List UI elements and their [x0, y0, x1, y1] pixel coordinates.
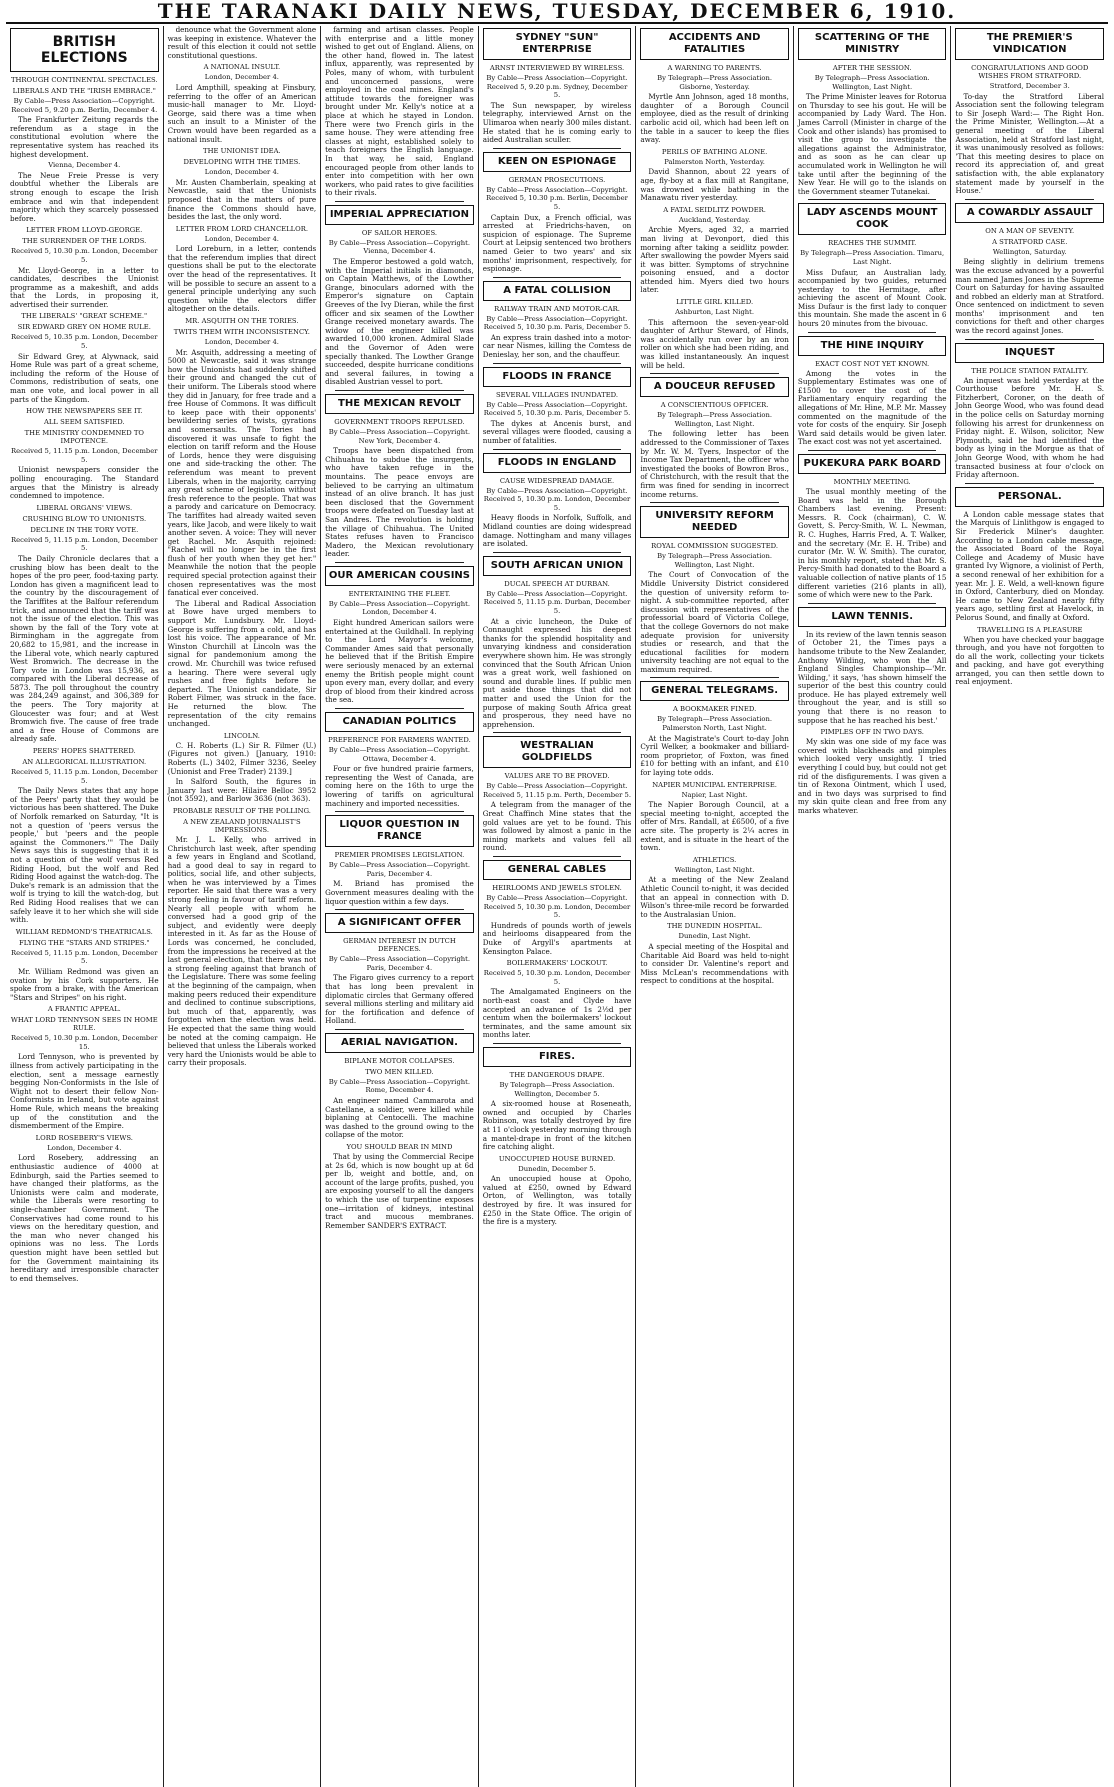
article-subheading: LIBERALS AND THE "IRISH EMBRACE.": [12, 87, 156, 95]
dateline: By Telegraph—Press Association. Wellington, Last Night.: [657, 411, 773, 428]
article-subheading: LIBERAL ORGANS' VIEWS.: [36, 503, 133, 512]
article-subheading: GERMAN INTEREST IN DUTCH DEFENCES.: [343, 937, 456, 954]
article-headline: A SIGNIFICANT OFFER: [325, 913, 474, 933]
article-subheading: THE UNIONIST IDEA.: [203, 147, 281, 156]
article-headline: WESTRALIAN GOLDFIELDS: [483, 736, 632, 768]
divider: [965, 339, 1094, 340]
article-body: Mr. J. L. Kelly, who arrived in Christchurch last week, after spending a few years in England and Scotland, had a good deal to say in regard to politics, social life, and other subjects, when he was interviewed by a Times reporter. He said that there was a very strong feeling in favour of tariff reform. Nearly all people with whom he conversed had a good grip of the subject, and evidently were deeply interested in it. As far as the House of Lords was concerned, he concluded, from the impressions he received at the last general election, that there was not a strong feeling against that branch of the Legislature. There was some feeling at the beginning of the campaign, when making peers reduced their expenditure and declined to continue subscriptions, but much of that, apparently, was forgotten when the election was held. He expected that the same thing would be noted at the coming campaign. He believed that unless the Liberals worked very hard the Unionists would be able to carry their proposals.: [167, 834, 317, 1068]
dateline: By Cable—Press Association—Copyright. Received 5, 10.30 p.m. Paris, December 5.: [483, 400, 631, 418]
article-subheading: ROYAL COMMISSION SUGGESTED.: [651, 542, 779, 551]
dateline: Wellington, Saturday.: [992, 247, 1067, 256]
article-subheading: PROBABLE RESULT OF THE POLLING.: [172, 806, 311, 815]
article-body: C. H. Roberts (L.) Sir R. Filmer (U.) (Figures not given.) [January, 1910: Roberts (L.) 3402, Filmer 3236, Seeley (Unionist and Free Trader) 2139.]: [167, 740, 317, 776]
article-body: Myrtle Ann Johnson, aged 18 months, daughter of a Borough Council employee, died as the result of drinking carbolic acid oil, which had been left on the table in a saucer to keep the flies away.: [640, 92, 789, 145]
article-body: At a civic luncheon, the Duke of Connaught expressed his deepest thanks for the splendid hospitality and unvarying kindness and consideration everywhere shown him. He was strongly convinced that the South African Union was a great work, well fashioned on sound and durable lines. If public men put aside those things that did not matter and used the Union for the purpose of making South Africa great and prosperous, they need have no apprehension.: [482, 616, 632, 729]
article-subheading: SEVERAL VILLAGES INUNDATED.: [495, 390, 619, 399]
article-subheading: EXACT COST NOT YET KNOWN.: [815, 359, 930, 368]
dateline: By Telegraph—Press Association. Gisborne, Yesterday.: [657, 74, 773, 91]
divider: [808, 450, 937, 451]
article-body: Sir Edward Grey, at Alywnack, said Home Rule was part of a great scheme, including the reform of the House of Commons, redistribution of seats, one man one vote, and local power in all parts of the Kingdom.: [10, 351, 159, 404]
dateline: Received 5, 10.30 p.m. London, December 5.: [483, 969, 631, 986]
article-subheading: THE DANGEROUS DRAPE.: [509, 1070, 605, 1079]
dateline: London, December 4.: [47, 1143, 122, 1152]
article-body: A six-roomed house at Roseneath, owned and occupied by Charles Robinson, was totally destroyed by fire at 11 o'clock yesterday morning through a mantel-drape in front of the kitchen fire catching alight.: [482, 1099, 632, 1152]
article-headline: GENERAL CABLES: [483, 860, 632, 880]
article-headline: SOUTH AFRICAN UNION: [483, 556, 632, 576]
article-subheading: AN ALLEGORICAL ILLUSTRATION.: [22, 758, 147, 767]
article-subheading: PEERS' HOPES SHATTERED.: [32, 747, 136, 756]
article-headline: A DOUCEUR REFUSED: [640, 377, 789, 397]
article-body: Four or five hundred prairie farmers, representing the West of Canada, are coming here on the 16th to urge the lowering of tariffs on agricultural machinery and imported necessities.: [325, 764, 474, 808]
column-6: [793, 26, 951, 1787]
article-body: My skin was one side of my face was covered with blackheads and pimples which looked very unsightly. I tried everything I could buy, but could not get rid of the disfigurements. I was given a tin of Rexona Ointment, which I used, and in two days was surprised to find my skin quite clean and free from any marks whatever.: [797, 737, 947, 815]
article-body: The Sun newspaper, by wireless telegraphy, interviewed Arnst on the Ulimaroa when nearly 300 miles distant. He stated that he is coming early to aided Australian sculler.: [482, 100, 632, 145]
article-body: The Daily Chronicle declares that a crushing blow has been dealt to the hopes of the pro peer, food-taxing party. London has given a magnificent lead to the country by the discouragement of the Tariffites at the Balfour referendum trick, and announced that the tariff was not the issue of the election. This was shown by the fall of the Tory vote at Birmingham in the aggregate from 20,682 to 15,981, and the increase in the Liberal vote, which nearly captured West Bromwich. The decrease in the Tory vote in London was 15,936, as compared with the Liberal decrease of 5873. The poll throughout the country was 284,249 against, and 306,389 for the peers. The Tory majority at Gloucester was four; and at West Bromwich five. The cause of free trade and a free House of Commons are already safe.: [10, 553, 159, 744]
article-body: The Frankfurter Zeitung regards the referendum as a stage in the constitutional evolution where the representative system has reached its highest development.: [10, 115, 159, 159]
masthead: [6, 0, 1108, 24]
divider: [493, 732, 622, 733]
column-headline: BRITISH ELECTIONS: [10, 28, 159, 72]
dateline: By Cable—Press Association—Copyright. Received 5, 10.30 p.m. Berlin, December 5.: [486, 185, 628, 211]
divider: [335, 562, 464, 563]
dateline: By Telegraph—Press Association. Palmerston North, Last Night.: [657, 715, 773, 733]
article-subheading: TWO MEN KILLED.: [365, 1067, 434, 1076]
article-body: A London cable message states that the Marquis of Linlithgow is engaged to Sir Frederick Milner's daughter. According to a London cable message, the Associated Board of the Royal College and Academy of Music have granted Ivy Wignore, a violinist of Perth, a second renewal of her exhibition for a year. Mr. J. E. Weld, a well-known figure in Oxford, Canterbury, died on Monday. He came to New Zealand nearly fifty years ago, settling first at Havelock, in Pelorus Sound, and finally at Oxford.: [955, 509, 1105, 622]
dateline: By Cable—Press Association—Copyright. Ottawa, December 4.: [328, 746, 471, 763]
article-body: Mr. William Redmond was given an ovation by his Cork supporters. He spoke from a brake, with the American "Stars and Stripes" on his right.: [10, 966, 159, 1002]
article-body: Mr. Asquith, addressing a meeting of 5000 at Newcastle, said it was strange how the Unionists had suddenly shifted their ground and changed the cut of their uniform. The Liberals stood where they did in January, for free trade and a free House of Commons. It was difficult to keep pace with their opponents' bewildering series of twists, gyrations and somersaults. The Tories had discovered it was unsafe to fight the election on tariff reform and the House of Lords, hence they were disguising one and side-tracking the other. The referendum was meant to prevent Liberals, when in the majority, carrying any great scheme of legislation without fresh reference to the people. That was a parody and caricature on Democracy. The tariffites had already waited seven years, like Jacob, and were likely to wait another seven. A voice: They will never get Rachel. Mr. Asquith rejoined: "Rachel will no longer be in the first flush of her youth when they get her." Meanwhile the notion that the people required special protection against their chosen representatives was the most fanatical ever conceived.: [167, 347, 317, 598]
dateline: By Cable—Press Association—Copyright. Received 5, 10.30 p.m. London, December 5.: [483, 486, 631, 512]
divider: [808, 332, 937, 333]
article-body: The Figaro gives currency to a report that has long been prevalent in diplomatic circles that Germany offered several millions sterling and military aid for the fortification and defence of Holland.: [325, 973, 474, 1026]
article-subheading: ATHLETICS.: [692, 855, 737, 864]
article-subheading: NAPIER MUNICIPAL ENTERPRISE.: [652, 780, 777, 789]
article-subheading: PREFERENCE FOR FARMERS WANTED.: [328, 736, 471, 744]
divider: [808, 199, 937, 200]
column-3: [320, 26, 478, 1787]
article-subheading: A FRANTIC APPEAL.: [47, 1005, 121, 1014]
article-subheading: CAUSE WIDESPREAD DAMAGE.: [499, 476, 615, 485]
column-headline: THE PREMIER'S VINDICATION: [955, 28, 1104, 60]
article-body: An express train dashed into a motor-car near Nismes, killing the Comtess de Denieslay, her son, and the chauffeur.: [482, 332, 632, 360]
column-2: [163, 26, 321, 1787]
dateline: By Cable—Press Association—Copyright. Received 5, 10.30 p.m. London, December 5.: [483, 894, 631, 920]
dateline: By Cable—Press Association—Copyright. Paris, December 4.: [328, 955, 471, 972]
article-subheading: RAILWAY TRAIN AND MOTOR-CAR.: [494, 304, 620, 313]
divider: [493, 148, 622, 149]
divider: [965, 199, 1094, 200]
dateline: By Telegraph—Press Association. Wellington, Last Night.: [657, 552, 773, 569]
article-subheading: THROUGH CONTINENTAL SPECTACLES.: [10, 76, 158, 84]
divider: [493, 552, 622, 553]
divider: [493, 1043, 622, 1044]
article-headline: FIRES.: [483, 1047, 632, 1067]
article-body: Heavy floods in Norfolk, Suffolk, and Midland counties are doing widespread damage. Nottingham and many villages are isolated.: [482, 513, 632, 549]
dateline: By Cable—Press Association—Copyright. Received 5, 11.15 p.m. Perth, December 5.: [483, 782, 632, 799]
article-subheading: THE LIBERALS' "GREAT SCHEME.": [21, 312, 148, 321]
article-body: When you have checked your baggage through, and you have not forgotten to do all the work, collecting your tickets and packing, and have got everything arranged, you can then settle down to real enjoyment.: [955, 634, 1105, 687]
article-body: At the Magistrate's Court to-day John Cyril Welker, a bookmaker and billiard-room proprietor, of Foxton, was fined £10 for betting with an infant, and £10 for laying tote odds.: [640, 733, 789, 778]
article-subheading: PIMPLES OFF IN TWO DAYS.: [820, 728, 924, 737]
article-subheading: AFTER THE SESSION.: [832, 64, 912, 72]
article-subheading: HOW THE NEWSPAPERS SEE IT.: [26, 407, 143, 416]
article-headline: IMPERIAL APPRECIATION: [325, 205, 474, 225]
divider: [335, 708, 464, 709]
article-body: The Neue Freie Presse is very doubtful whether the Liberals are strong enough to escape the Irish embrace and win that independent majority which they scarcely possessed before.: [10, 170, 159, 223]
article-subheading: THE SURRENDER OF THE LORDS.: [22, 237, 147, 246]
dateline: By Telegraph—Press Association. Wellington, December 5.: [499, 1080, 615, 1098]
dateline: Auckland, Yesterday.: [678, 215, 751, 224]
dateline: Ashburton, Last Night.: [675, 308, 755, 317]
divider: [335, 811, 464, 812]
article-subheading: YOU SHOULD BEAR IN MIND: [346, 1143, 453, 1152]
article-body: farming and artisan classes. People with enterprise and a little money wished to get out of England. Aliens, on the other hand, flowed in. The latest influx, apparently, was represented by Poles, many of whom, with turbulent and unconcerned passions, were employed in the coal mines. England's attitude towards the foreigner was brought under Mr. Kelly's notice at a place at which he stayed in London. There were two French girls in the same house. They were attending free classes at night, established solely to teach foreigners the English language. In that way, he said, England encouraged people from other lands to enter into competition with her own workers, who paid rates to give facilities to their rivals.: [325, 26, 474, 198]
divider: [335, 909, 464, 910]
article-headline: PUKEKURA PARK BOARD: [798, 454, 947, 474]
article-headline: LADY ASCENDS MOUNT COOK: [798, 203, 947, 235]
article-body: M. Briand has promised the Government measures dealing with the liquor question within a few days.: [325, 879, 474, 906]
article-subheading: DEVELOPING WITH THE TIMES.: [183, 158, 301, 167]
article-body: Being slightly in delirium tremens was the excuse advanced by a powerful man named James Jones in the Supreme Court on Saturday for having assaulted and robbed an elderly man at Stratford. Once sentenced on indictment to seven months' imprisonment and ten convictions for theft and other charges was the record against Jones.: [955, 257, 1105, 336]
article-body: An inquest was held yesterday at the Courthouse before Mr. H. S. Fitzherbert, Coroner, on the death of John George Wood, who was found dead in the police cells on Saturday morning following his arrest for drunkenness on Friday night. E. Wilson, solicitor, New Plymouth, said he had identified the body as lying in the Morgue as that of John George Wood, with whom he had transacted business at four o'clock on Friday afternoon.: [955, 375, 1105, 480]
article-subheading: WILLIAM REDMOND'S THEATRICALS.: [15, 927, 153, 936]
dateline: London, December 4.: [204, 73, 279, 82]
article-body: At a meeting of the New Zealand Athletic Council to-night, it was decided that an appeal in connection with D. Wilson's three-mile record be forwarded to the Australasian Union.: [640, 875, 789, 919]
article-headline: UNIVERSITY REFORM NEEDED: [640, 506, 789, 538]
article-subheading: A FATAL SEIDLITZ POWDER.: [663, 205, 766, 214]
article-body: An engineer named Cammarota and Castellane, a soldier, were killed while biplaning at Centocelli. The machine was dashed to the ground owing to the collapse of the motor.: [325, 1096, 474, 1140]
dateline: By Cable—Press Association—Copyright. Received 5, 9.20 p.m. Sydney, December 5.: [486, 74, 628, 100]
dateline: By Cable—Press Association—Copyright. New York, December 4.: [328, 427, 471, 445]
article-subheading: THE DUNEDIN HOSPITAL.: [667, 922, 763, 931]
divider: [650, 677, 779, 678]
article-headline: PERSONAL.: [955, 487, 1104, 507]
article-subheading: LITTLE GIRL KILLED.: [676, 298, 754, 307]
article-body: Miss Dufaur, an Australian lady, accompanied by two guides, returned yesterday to the Hermitage, after achieving the ascent of Mount Cook. Miss Dufaur is the first lady to conquer this mountain. She made the ascent in 6 hours 20 minutes from the bivouac.: [797, 267, 947, 329]
article-headline: AERIAL NAVIGATION.: [325, 1033, 474, 1053]
article-subheading: FLYING THE "STARS AND STRIPES.": [19, 938, 150, 947]
divider: [335, 1029, 464, 1030]
divider: [493, 856, 622, 857]
article-subheading: REACHES THE SUMMIT.: [828, 239, 917, 248]
column-7: [950, 26, 1108, 1787]
article-headline: THE HINE INQUIRY: [798, 336, 947, 356]
dateline: By Cable—Press Association—Copyright. Received 5, 10.30 p.m. Paris, December 5.: [483, 314, 631, 332]
article-subheading: CRUSHING BLOW TO UNIONISTS.: [22, 514, 147, 523]
article-body: The Daily News states that any hope of the Peers' party that they would be victorious has been shattered. The Duke of Norfolk remarked on Saturday, "It is not a question of 'peers versus the people,' but 'peers and the people against the Commoners.'" The Daily News says this is suggesting that it is not a question of the wolf versus Red Riding Hood, but the wolf and Red Riding Hood against the watch-dog. The Duke's remark is an admission that the wolf is trying to kill the watch-dog, but Red Riding Hood realises that we can safely leave it to her which she will side with.: [10, 786, 159, 925]
dateline: Received 5, 10.30 p.m. London, December 5.: [11, 247, 158, 264]
dateline: By Cable—Press Association—Copyright. Received 5, 11.15 p.m. Durban, December 5.: [483, 589, 631, 615]
divider: [493, 363, 622, 364]
article-subheading: THE MINISTRY CONDEMNED TO IMPOTENCE.: [24, 429, 144, 446]
dateline: Stratford, December 3.: [989, 82, 1070, 90]
article-body: Lord Tennyson, who is prevented by illness from actively participating in the election, sent a message earnestly begging Non-Conformists in the Isle of Wight not to desert their fellow Non-Conformists in Ireland, but vote against Home Rule, which means the breaking up of the constitution and the dismemberment of the Empire.: [10, 1052, 159, 1131]
article-body: That by using the Commercial Recipe at 2s 6d, which is now bought up at 6d per lb, weight and bottle, and, on account of the large profits, pushed, you are exposing yourself to all the dangers to which the use of turpentine exposes one—irritation of kidneys, intestinal tract and mucous membranes. Remember SANDER'S EXTRACT.: [325, 1152, 474, 1230]
divider: [650, 373, 779, 374]
dateline: Received 5, 10.35 p.m. London, December 5.: [11, 333, 158, 351]
article-subheading: UNOCCUPIED HOUSE BURNED.: [498, 1154, 616, 1163]
article-body: In Salford South, the figures in January last were: Hilaire Belloc 3952 (not 3592), and Barlow 3636 (not 363).: [167, 777, 317, 804]
divider: [808, 603, 937, 604]
article-body: Hundreds of pounds worth of jewels and heirlooms disappeared from the Duke of Argyll's apartments at Kensington Palace.: [482, 920, 632, 956]
dateline: London, December 4.: [204, 168, 279, 177]
article-body: Archie Myers, aged 32, a married man living at Devonport, died this morning after taking a seidlitz powder. After swallowing the powder Myers said it was bitter. Symptoms of strychnine poisoning ensued, and a doctor attended him. Myers died two hours later.: [640, 225, 789, 295]
article-subheading: CONGRATULATIONS AND GOOD WISHES FROM STRATFORD.: [971, 64, 1089, 80]
article-subheading: ON A MAN OF SEVENTY.: [985, 226, 1075, 235]
divider: [965, 483, 1094, 484]
article-headline: THE MEXICAN REVOLT: [325, 394, 474, 414]
article-subheading: A STRATFORD CASE.: [992, 237, 1068, 246]
dateline: By Telegraph—Press Association. Timaru, Last Night.: [800, 249, 945, 266]
article-subheading: BIPLANE MOTOR COLLAPSES.: [344, 1056, 455, 1065]
divider: [493, 277, 622, 278]
masthead-title: THE TARANAKI DAILY NEWS, TUESDAY, DECEMBER 6, 1910.: [157, 0, 957, 23]
article-headline: GENERAL TELEGRAMS.: [640, 681, 789, 701]
article-subheading: OF SAILOR HEROES.: [361, 228, 438, 237]
article-headline: LAWN TENNIS.: [798, 607, 947, 627]
article-subheading: A BOOKMAKER FINED.: [672, 705, 757, 714]
article-body: The Napier Borough Council, at a special meeting to-night, accepted the offer of Mrs. Randall, at £6500, of a five acre site. The property is 2¼ acres in extent, and is situate in the heart of the town.: [640, 800, 789, 853]
article-subheading: ENTERTAINING THE FLEET.: [348, 589, 451, 598]
dateline: Received 5, 10.30 p.m. London, December 15.: [11, 1034, 158, 1051]
article-body: In its review of the lawn tennis season of October 21, the Times pays a handsome tribute to the New Zealander, Anthony Wilding, who won the All England Singles Championship—'Mr. Wilding,' it says, 'has shown himself the superior of the best this country could produce. He has played extremely well throughout the year, and is still so young that there is no reason to suppose that he has reached his best.': [797, 629, 947, 725]
divider: [650, 502, 779, 503]
article-body: The Prime Minister leaves for Rotorua on Thursday to see his gout. He will be accompanied by Lady Ward. The Hon. James Carroll (Minister in charge of the Cook and other islands) has promised to visit the group to investigate the allegations against the Administrator, and as soon as he can clear up accumulated work in Wellington he will take until after the beginning of the New Year. He will go to the islands on the Government steamer Tutanekai.: [797, 92, 947, 196]
article-body: A telegram from the manager of the Great Chaffinch Mine states that the gold values are yet to be found. This was followed by almost a panic in the mining markets and values fell all round.: [482, 800, 632, 853]
article-subheading: ARNST INTERVIEWED BY WIRELESS.: [489, 64, 625, 72]
dateline: By Cable—Press Association—Copyright. London, December 4.: [328, 599, 471, 617]
article-body: Lord Ampthill, speaking at Finsbury, referring to the offer of an American music-hall manager to Mr. Lloyd-George, said there was a time when such an insult to a Minister of the Crown would have been regarded as a national insult.: [167, 82, 317, 144]
article-subheading: DUCAL SPEECH AT DURBAN.: [504, 579, 610, 588]
article-body: The following letter has been addressed to the Commissioner of Taxes by Mr. W. M. Tyers, Inspector of the Income Tax Department, the officer who investigated the books of Bowron Bros., of Christchurch, with the result that the firm was fined for sending in incorrect income returns.: [640, 429, 789, 499]
dateline: London, December 4.: [204, 338, 279, 347]
article-body: The Liberal and Radical Association at Bowe have urged members to support Mr. Lundsbury. Mr. Lloyd-George is suffering from a cold, and has lost his voice. The appearance of Mr. Winston Churchill at Lincoln was the signal for pandemonium among the crowd. Mr. Churchill was twice refused a hearing. There were several ugly rushes and free fights before he departed. The Unionist candidate, Sir Robert Filmer, was struck in the face. He returned the blow. The representation of the city remains unchanged.: [167, 598, 317, 729]
article-body: denounce what the Government alone was keeping in existence. Whatever the result of this election it could not settle constitutional questions.: [167, 26, 317, 60]
dateline: Received 5, 11.15 p.m. London, December 5.: [11, 535, 158, 553]
dateline: London, December 4.: [204, 234, 279, 243]
dateline: By Telegraph—Press Association. Wellington, Last Night.: [814, 74, 930, 91]
article-subheading: LORD ROSEBERY'S VIEWS.: [35, 1133, 133, 1142]
article-headline: INQUEST: [955, 343, 1104, 363]
dateline: Palmerston North, Yesterday.: [664, 157, 765, 166]
article-body: Mr. Lloyd-George, in a letter to candidates, describes the Unionist programme as a makeshift, and adds that the Lords, in proposing it, advertised their surrender.: [10, 265, 159, 309]
article-subheading: MONTHLY MEETING.: [833, 478, 911, 486]
dateline: By Cable—Press Association—Copyright. Paris, December 4.: [328, 861, 471, 878]
article-subheading: BOILERMAKERS' LOCKOUT.: [506, 959, 608, 968]
article-headline: FLOODS IN FRANCE: [483, 367, 632, 387]
column-4: [478, 26, 636, 1787]
article-subheading: PERILS OF BATHING ALONE.: [661, 147, 768, 156]
article-body: Captain Dux, a French official, was arrested at Friedrichs-haven, on suspicion of espionage. The Supreme Court at Leipsig sentenced two brothers named Geier to two years' and six months' imprisonment, respectively, for espionage.: [482, 212, 632, 274]
article-body: Eight hundred American sailors were entertained at the Guildhall. In replying to the Lord Mayor's welcome, Commander Ames said that personally he believed that if the British Empire were seriously menaced by an external enemy the British people might count upon every man, every dollar, and every drop of blood from their kindred across the sea.: [325, 618, 474, 705]
dateline: By Cable—Press Association—Copyright. Rome, December 4.: [328, 1077, 471, 1095]
newspaper-page: [6, 0, 1108, 1787]
article-subheading: DECLINE IN THE TORY VOTE.: [30, 525, 139, 534]
article-body: The dykes at Ancenis burst, and several villages were flooded, causing a number of fatalities.: [482, 418, 632, 446]
article-subheading: PREMIER PROMISES LEGISLATION.: [334, 851, 465, 860]
article-subheading: LINCOLN.: [223, 731, 260, 740]
article-subheading: VALUES ARE TO BE PROVED.: [504, 772, 610, 781]
divider: [493, 449, 622, 450]
article-body: Lord Loreburn, in a letter, contends that the referendum implies that direct questions shall be put to the electorate over the head of the representatives. It will be possible to secure an assent to a general principle underlying any such question while the electors differ altogether on the details.: [167, 244, 317, 314]
columns-container: [6, 26, 1108, 1787]
article-subheading: A NATIONAL INSULT.: [203, 63, 281, 72]
article-subheading: TRAVELLING IS A PLEASURE: [977, 625, 1083, 634]
article-subheading: GOVERNMENT TROOPS REPULSED.: [334, 417, 465, 426]
article-subheading: ALL SEEM SATISFIED.: [43, 418, 125, 427]
article-headline: LIQUOR QUESTION IN FRANCE: [325, 815, 474, 847]
dateline: Received 5, 11.15 p.m. London, December 5.: [11, 768, 158, 785]
article-headline: FLOODS IN ENGLAND: [483, 453, 632, 473]
article-subheading: SIR EDWARD GREY ON HOME RULE.: [17, 323, 151, 332]
article-subheading: MR. ASQUITH ON THE TORIES.: [185, 317, 299, 326]
dateline: Dunedin, December 5.: [518, 1164, 596, 1173]
article-subheading: A WARNING TO PARENTS.: [667, 64, 762, 72]
article-subheading: WHAT LORD TENNYSON SEES IN HOME RULE.: [10, 1016, 158, 1033]
dateline: Received 5, 11.15 p.m. London, December 5.: [11, 948, 158, 966]
article-body: A special meeting of the Hospital and Charitable Aid Board was held to-night to consider Dr. Valentine's report and Miss McLean's recommendations with respect to conditions at the hospital.: [640, 941, 789, 986]
article-body: Unionist newspapers consider the polling encouraging. The Standard argues that the Ministry is already condemned to impotence.: [10, 465, 159, 501]
dateline: Received 5, 11.15 p.m. London, December 5.: [11, 447, 158, 464]
article-subheading: A CONSCIENTIOUS OFFICER.: [660, 401, 769, 410]
article-body: An unoccupied house at Opoho, valued at £250, owned by Edward Orton, of Wellington, was totally destroyed by fire. It was insured for £250 in the State Office. The origin of the fire is a mystery.: [482, 1174, 632, 1227]
article-subheading: LETTER FROM LLOYD-GEORGE.: [26, 226, 143, 235]
article-headline: OUR AMERICAN COUSINS: [325, 566, 474, 586]
column-headline: ACCIDENTS AND FATALITIES: [640, 28, 789, 60]
article-body: David Shannon, about 22 years of age, fly-boy at a flax mill at Rangitane, was drowned while bathing in the Manawatu river yesterday.: [640, 167, 789, 203]
article-body: Lord Rosebery, addressing an enthusiastic audience of 4000 at Edinburgh, said the Parties seemed to have changed their platforms, as the Unionists were calm and moderate, while the Liberals were resorting to single-chamber Government. The Conservatives had come round to his views on the hereditary question, and the man who never changed his opinions was no less. The Lords question might have been settled but for the Government maintaining its hereditary and irresponsible character to end themselves.: [10, 1153, 159, 1283]
column-1: [6, 26, 163, 1787]
article-body: Mr. Austen Chamberlain, speaking at Newcastle, said that the Unionists proposed that in the matters of pure finance the Commons should have, besides the last, the only word.: [167, 177, 317, 222]
article-headline: A FATAL COLLISION: [483, 281, 632, 301]
article-body: The Emperor bestowed a gold watch, with the Imperial initials in diamonds, on Captain Matthews, of the Lowther Grange, binoculars adorned with the Emperor's signature on Captain Greeves of the Ivy Dieran, while the first officer and six seamen of the Lowther Grange received monetary awards. The widow of the engineer killed was awarded 10,000 kronen. Admiral Slade and the Governor of Aden were specially thanked. The Lowther Grange succeeded, despite hurricane conditions and several failures, in towing a disabled Austrian vessel to port.: [325, 257, 474, 387]
article-body: To-day the Stratford Liberal Association sent the following telegram to Sir Joseph Ward:— The Right Hon. the Prime Minister, Wellington.—At a general meeting of the Liberal Association, held at Stratford last night, it was unanimously resolved as follows: 'That this meeting desires to place on record its appreciation of, and great satisfaction with, the able explanatory statement made by yourself in the House.': [955, 91, 1105, 196]
column-headline: SCATTERING OF THE MINISTRY: [798, 28, 947, 60]
article-subheading: TWITS THEM WITH INCONSISTENCY.: [173, 328, 310, 337]
article-body: The Amalgamated Engineers on the north-east coast and Clyde have accepted an advance of 1s 2½d per centum when the boilermakers' lockout terminates, and the same amount six months later.: [482, 987, 632, 1040]
dateline: Dunedin, Last Night.: [678, 932, 751, 941]
dateline: Wellington, Last Night.: [674, 865, 755, 874]
article-subheading: THE POLICE STATION FATALITY.: [971, 366, 1089, 375]
article-headline: KEEN ON ESPIONAGE: [483, 152, 632, 172]
article-subheading: A NEW ZEALAND JOURNALIST'S IMPRESSIONS.: [183, 817, 301, 834]
dateline: By Cable—Press Association—Copyright. Received 5, 9.20 p.m. Berlin, December 4.: [11, 97, 158, 114]
article-body: This afternoon the seven-year-old daughter of Arthur Steward, of Hinds, was accidentally run over by an iron roller on which she had been riding, and was killed instantaneously. An inquest will be held.: [640, 317, 789, 370]
article-subheading: HEIRLOOMS AND JEWELS STOLEN.: [492, 884, 622, 893]
divider: [335, 390, 464, 391]
article-body: Troops have been dispatched from Chihuahua to subdue the insurgents, who have taken refuge in the mountains. The peace envoys are believed to be carrying an ultimatum instead of an olive branch. It has just been disclosed that the Government troops were defeated on Tuesday last at San Andres. The revolution is holding the village of Chihuahua. The United States refuses haven to Francisco Madero, the Mexican revolutionary leader.: [325, 446, 474, 559]
column-headline: SYDNEY "SUN" ENTERPRISE: [483, 28, 632, 60]
dateline: Vienna, December 4.: [48, 161, 121, 170]
dateline: Napier, Last Night.: [681, 790, 748, 799]
article-body: Among the votes in the Supplementary Estimates was one of £1500 to cover the cost of the Parliamentary enquiry regarding the allegations of Mr. Hine, M.P. Mr. Massey commented on the magnitude of the vote for costs of the enquiry. Sir Joseph Ward said details would be given later. The exact cost was not yet ascertained.: [797, 368, 947, 447]
article-subheading: GERMAN PROSECUTIONS.: [508, 175, 606, 184]
column-5: [635, 26, 793, 1787]
divider: [335, 201, 464, 202]
article-body: The usual monthly meeting of the Board was held in the Borough Chambers last evening. Present: Messrs. R. Cock (chairman), C. W. Govett, S. Percy-Smith, W. L. Newman, R. C. Hughes, Harris Fred, A. T. Walker, and the secretary (Mr. E. H. Tribe) and curator (Mr. W. W. Smith). The curator, in his monthly report, stated that Mr. S. Percy-Smith had donated to the Board a valuable collection of native plants of 15 different varieties (216 plants in all), some of which were new to the Park.: [797, 487, 947, 600]
article-headline: A COWARDLY ASSAULT: [955, 203, 1104, 223]
dateline: By Cable—Press Association—Copyright. Vienna, December 4.: [328, 238, 471, 256]
article-headline: CANADIAN POLITICS: [325, 712, 474, 732]
article-body: The Court of Convocation of the Middle University District considered the question of university reform to-night. A sub-committee reported, after discussion with representatives of the professorial board of Victoria College, that the college Governors do not make adequate provision for university studies or research, and that the educational facilities for modern university teaching are not equal to the maximum required.: [640, 570, 789, 674]
article-subheading: LETTER FROM LORD CHANCELLOR.: [175, 224, 308, 233]
